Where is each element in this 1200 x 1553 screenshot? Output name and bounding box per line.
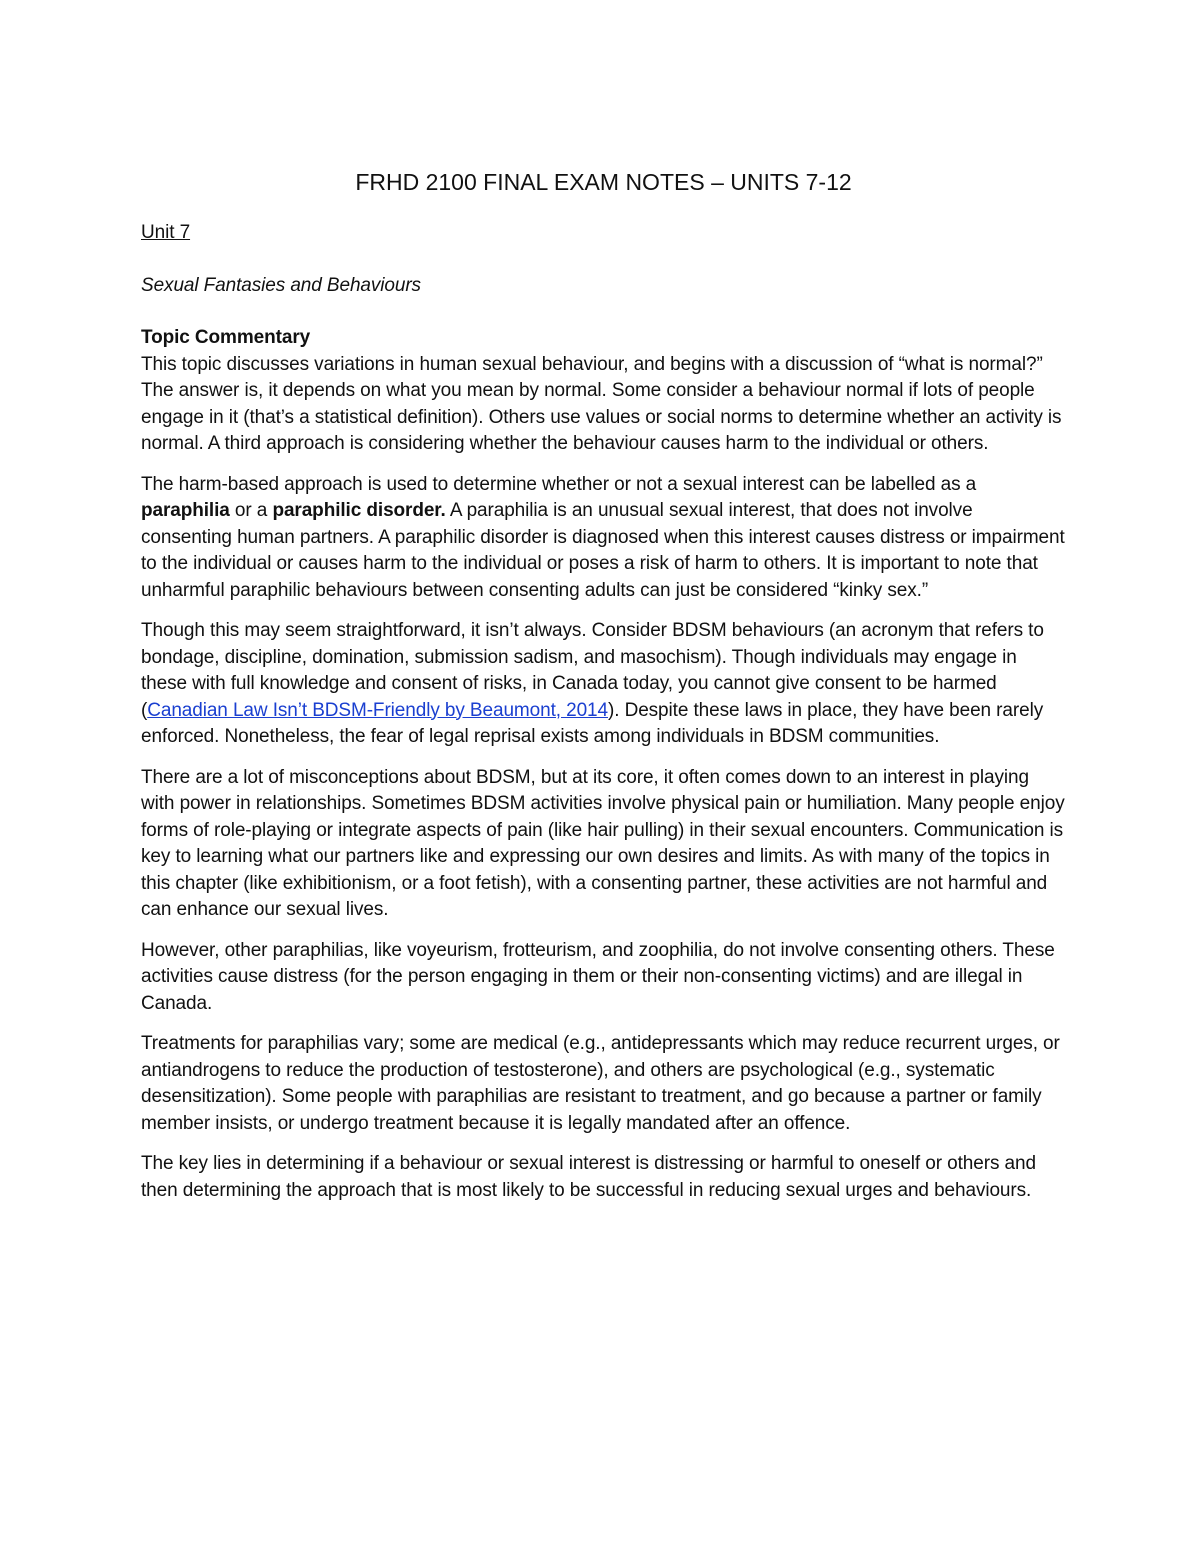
paragraph-4: There are a lot of misconceptions about BDSM, but at its core, it often comes down to an interest in playing with power in relationships. Sometimes BDSM activities involve physical pain or humiliation. Many people enjoy forms of role-playing or integrate aspects of pain (like hair pulling) in their sexual encounters. Communication is key to learning what our partners like and expressing our own desires and limits. As with many of the topics in this chapter (like exhibitionism, or a foot fetish), with a consenting partner, these activities are not harmful and can enhance our sexual lives. [141, 766, 1065, 920]
document-title: FRHD 2100 FINAL EXAM NOTES – UNITS 7-12 [355, 169, 852, 195]
unit-heading: Unit 7 [141, 222, 191, 243]
paragraph-5: However, other paraphilias, like voyeurism, frotteurism, and zoophilia, do not involve consenting others. These activities cause distress (for the person engaging in them or their non-consenting victims) and are illegal in Canada. [141, 939, 1055, 1014]
paragraph-1: This topic discusses variations in human sexual behaviour, and begins with a discussion of “what is normal?” The answer is, it depends on what you mean by normal. Some consider a behaviour normal if lots of people engage in it (that’s a statistical definition). Others use values or social norms to determine whether an activity is normal. A third approach is considering whether the behaviour causes harm to the individual or others. [141, 353, 1062, 454]
paragraph-6: Treatments for paraphilias vary; some are medical (e.g., antidepressants which may reduce recurrent urges, or antiandrogens to reduce the production of testosterone), and others are psychological (e.g., systematic desensitization). Some people with paraphilias are resistant to treatment, and go because a partner or family member insists, or undergo treatment because it is legally mandated after an offence. [141, 1033, 1060, 1134]
paragraph-3-text-2: ). Despite these laws in place, they have been rarely enforced. Nonetheless, the fear of legal reprisal exists among individuals in BDSM communities. [141, 699, 1044, 747]
paragraph-3-text-1: Though this may seem straightforward, it isn’t always. Consider BDSM behaviours (an acronym that refers to bondage, discipline, domination, submission sadism, and masochism). Though individuals may engage in these with full knowledge and consent of risks, in Canada today, you cannot give consent to be harmed ( [141, 620, 1044, 721]
section-heading: Topic Commentary [141, 327, 311, 348]
paragraph-2 [141, 472, 1066, 605]
paragraph-2-text-2: or a [229, 500, 273, 521]
unit-topic: Sexual Fantasies and Behaviours [141, 274, 421, 296]
document-body [141, 162, 1066, 1218]
paragraph-3 [141, 618, 1066, 751]
term-paraphilia: paraphilia [141, 500, 230, 521]
beaumont-reference-link[interactable]: Canadian Law Isn’t BDSM-Friendly by Beaumont, 2014 [147, 699, 608, 721]
paragraph-2-text-3: A paraphilia is an unusual sexual interest, that does not involve consenting human partners. A paraphilic disorder is diagnosed when this interest causes distress or impairment to the individual or causes harm to the individual or poses a risk of harm to others. It is important to note that unharmful paraphilic behaviours between consenting adults can just be considered “kinky sex.” [141, 500, 1065, 601]
paragraph-7: The key lies in determining if a behaviour or sexual interest is distressing or harmful to oneself or others and then determining the approach that is most likely to be successful in reducing sexual urges and behaviours. [141, 1153, 1036, 1201]
term-paraphilic-disorder: paraphilic disorder. [272, 500, 446, 521]
paragraph-2-text-1: The harm-based approach is used to determine whether or not a sexual interest can be labelled as a [141, 473, 977, 495]
